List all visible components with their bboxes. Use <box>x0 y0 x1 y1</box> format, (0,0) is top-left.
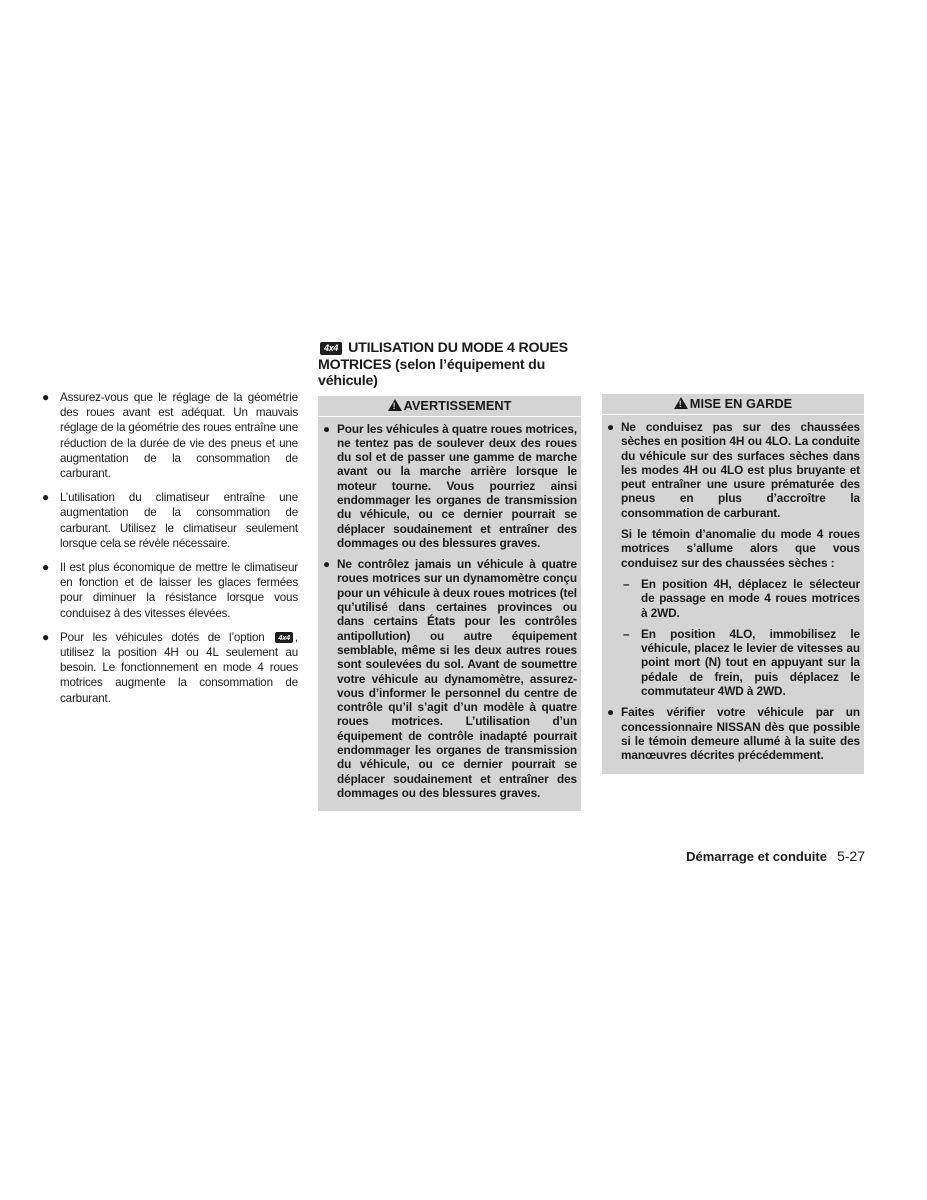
warning-body <box>318 417 581 801</box>
4x4-badge-icon: 4x4 <box>320 342 342 355</box>
caution-body <box>602 415 864 763</box>
bullet-icon: ● <box>42 560 50 575</box>
warning-triangle-icon <box>388 399 402 411</box>
warning-triangle-icon <box>674 397 688 409</box>
left-column <box>40 390 298 715</box>
bullet-icon: ● <box>42 490 50 505</box>
caution-paragraph: Si le témoin d’anomalie du mode 4 roues motrices s’allume alors que vous conduisez sur des chaussées sèches : <box>621 527 860 570</box>
dash-icon: – <box>623 626 630 641</box>
bullet-icon: ● <box>42 390 50 404</box>
warning-heading: !AVERTISSEMENT <box>318 396 581 417</box>
dash-icon: – <box>623 576 630 591</box>
caution-item: ● Faites vérifier votre véhicule par un concessionnaire NISSAN dès que possible si le témoin demeure allumé à la suite des manœuvres décrites précédemment. <box>607 705 860 763</box>
warning-item: ● Ne contrôlez jamais un véhicule à quatre roues motrices sur un dynamomètre conçu pour un véhicule à deux roues motrices (tel qu’utilisé dans certaines provinces ou dans certains États pour les contrôles antipollution) ou autre équipement semblable, même si les deux autres roues sont soulevées du sol. Avant de soumettre votre véhicule au dynamomètre, assurez-vous d’informer le personnel du centre de contrôle qu’il s’agit d’un modèle à quatre roues motrices. L’utilisation d’un équipement de contrôle inadapté pourrait endommager les organes de transmission du véhicule, ou ce dernier pourrait se déplacer soudainement et entraîner des dommages ou des blessures graves. <box>323 557 577 800</box>
right-column <box>602 394 864 774</box>
4x4-badge-icon: 4x4 <box>275 632 293 643</box>
list-item: ● L’utilisation du climatiseur entraîne une augmentation de la consommation de carburant. Utilisez le climatiseur seulement lorsque cela se révèle nécessaire. <box>42 490 298 550</box>
bullet-icon: ● <box>607 705 615 720</box>
bullet-icon: ● <box>42 629 50 644</box>
warning-item: ● Pour les véhicules à quatre roues motrices, ne tentez pas de soulever deux des roues du sol et de passer une gamme de marche avant ou la marche arrière lorsque le moteur tourne. Vous pourriez ainsi endommager les organes de transmission du véhicule, ou ce dernier pourrait se déplacer soudainement et entraîner des dommages ou des blessures graves. <box>323 421 577 550</box>
section-title-text: UTILISATION DU MODE 4 ROUES MOTRICES (selon l’équipement du véhicule) <box>318 340 568 389</box>
caution-item: ● Ne conduisez pas sur des chaussées sèches en position 4H ou 4LO. La conduite du véhicule sur des surfaces sèches dans les modes 4H ou 4LO est plus bruyante et peut entraîner une usure prématurée des pneus en plus d’accroître la consommation de carburant. <box>607 420 860 520</box>
caution-heading: !MISE EN GARDE <box>602 394 864 415</box>
bullet-icon: ● <box>323 421 331 436</box>
page-footer <box>686 848 865 864</box>
list-item: ● Assurez-vous que le réglage de la géométrie des roues avant est adéquat. Un mauvais réglage de la géométrie des roues entraîne une réduction de la durée de vie des pneus et une augmentation de la consommation de carburant. <box>42 390 298 481</box>
list-item: ● Pour les véhicules dotés de l’option 4x4 , utilisez la position 4H ou 4L seulement au besoin. Le fonctionnement en mode 4 roues motrices augmente la consommation de carburant. <box>42 629 298 705</box>
warning-box <box>318 396 581 812</box>
list-item: ● Il est plus économique de mettre le climatiseur en fonction et de laisser les glaces fermées pour diminuer la résistance lorsque vous conduisez à des vitesses élevées. <box>42 560 298 620</box>
section-title <box>318 340 581 390</box>
bullet-icon: ● <box>607 420 615 434</box>
caution-box <box>602 394 864 774</box>
bullet-icon: ● <box>323 557 331 572</box>
tips-list <box>40 390 298 706</box>
caution-subitem: – En position 4LO, immobilisez le véhicule, placez le levier de vitesses au point mort (N) tout en appuyant sur la pédale de frein, puis déplacez le commutateur 4WD à 2WD. <box>623 626 860 699</box>
chapter-title: Démarrage et conduite <box>686 849 827 864</box>
middle-column <box>318 340 581 811</box>
caution-subitem: – En position 4H, déplacez le sélecteur de passage en mode 4 roues motrices à 2WD. <box>623 576 860 620</box>
page-number: 5-27 <box>836 848 865 864</box>
